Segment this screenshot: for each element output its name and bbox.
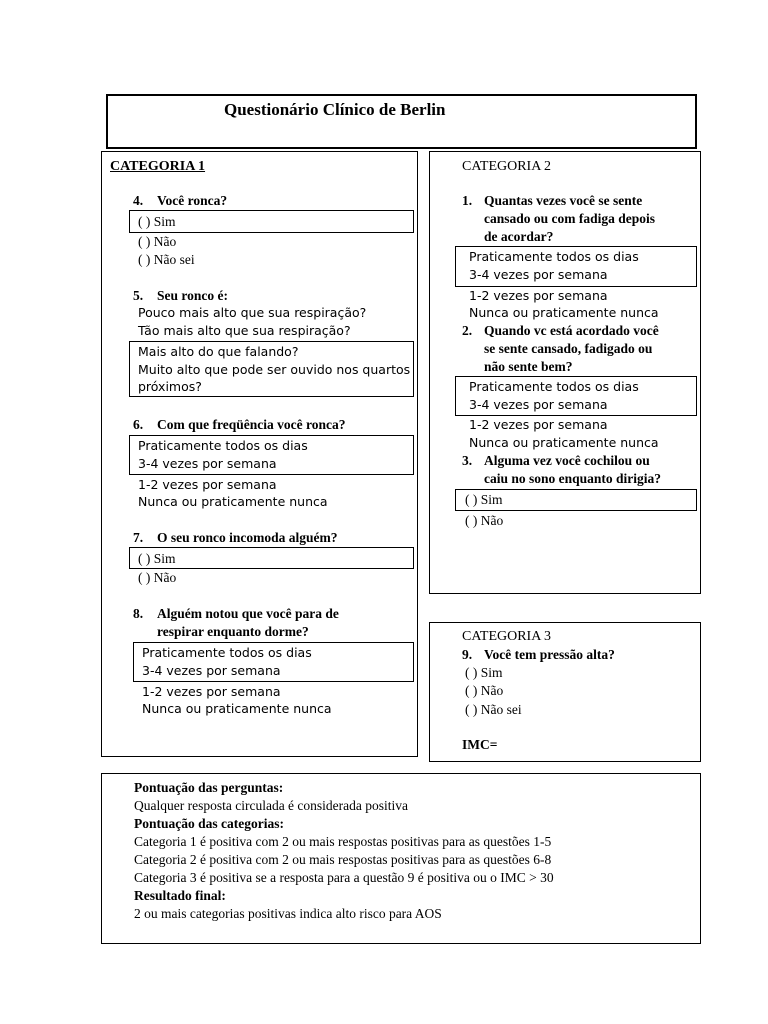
question-text: O seu ronco incomoda alguém? bbox=[157, 530, 338, 545]
option-nao[interactable]: ( ) Não bbox=[138, 570, 177, 585]
question-text: Você tem pressão alta? bbox=[484, 647, 615, 662]
option[interactable]: 1-2 vezes por semana bbox=[469, 288, 608, 303]
scoring-line: Qualquer resposta circulada é considerada positiva bbox=[134, 798, 409, 813]
option-sim[interactable]: ( ) Sim bbox=[138, 214, 176, 229]
option-nao-sei[interactable]: ( ) Não sei bbox=[138, 252, 195, 267]
option[interactable]: Muito alto que pode ser ouvido nos quartos bbox=[138, 362, 411, 377]
option[interactable]: 3-4 vezes por semana bbox=[142, 663, 281, 678]
scoring-line: Categoria 1 é positiva com 2 ou mais respostas positivas para as questões 1-5 bbox=[134, 834, 552, 849]
question-2-text: Quando vc está acordado você bbox=[484, 323, 659, 338]
scoring-heading-categories: Pontuação das categorias: bbox=[134, 816, 284, 831]
option[interactable]: Mais alto do que falando? bbox=[138, 344, 299, 359]
question-1-text: Quantas vezes você se sente bbox=[484, 193, 643, 208]
option[interactable]: 1-2 vezes por semana bbox=[138, 477, 277, 492]
option-nao[interactable]: ( ) Não bbox=[465, 513, 504, 528]
option[interactable]: Nunca ou praticamente nunca bbox=[469, 435, 659, 450]
scoring-line: Categoria 2 é positiva com 2 ou mais respostas positivas para as questões 6-8 bbox=[134, 852, 552, 867]
option[interactable]: Praticamente todos os dias bbox=[469, 249, 639, 264]
option-nao[interactable]: ( ) Não bbox=[138, 234, 177, 249]
option[interactable]: 3-4 vezes por semana bbox=[469, 397, 608, 412]
question-2-text: não sente bem? bbox=[484, 359, 573, 374]
category-1-heading: CATEGORIA 1 bbox=[110, 159, 206, 174]
question-text: Você ronca? bbox=[157, 193, 228, 208]
scoring-heading-questions: Pontuação das perguntas: bbox=[134, 780, 284, 795]
option[interactable]: 3-4 vezes por semana bbox=[138, 456, 277, 471]
question-3-text: Alguma vez você cochilou ou bbox=[484, 453, 650, 468]
question-number: 4. bbox=[133, 193, 144, 208]
question-number: 7. bbox=[133, 530, 144, 545]
question-text-continued: respirar enquanto dorme? bbox=[157, 624, 309, 639]
option[interactable]: Praticamente todos os dias bbox=[142, 645, 312, 660]
option-continued: próximos? bbox=[138, 379, 202, 394]
option[interactable]: Nunca ou praticamente nunca bbox=[469, 305, 659, 320]
question-1-text: cansado ou com fadiga depois bbox=[484, 211, 656, 226]
option[interactable]: 1-2 vezes por semana bbox=[469, 417, 608, 432]
option[interactable]: Nunca ou praticamente nunca bbox=[138, 494, 328, 509]
scoring-line: 2 ou mais categorias positivas indica alto risco para AOS bbox=[134, 906, 442, 921]
option-sim[interactable]: ( ) Sim bbox=[465, 665, 503, 680]
option-nao-sei[interactable]: ( ) Não sei bbox=[465, 702, 522, 717]
page-title: Questionário Clínico de Berlin bbox=[224, 100, 446, 119]
option-sim[interactable]: ( ) Sim bbox=[138, 551, 176, 566]
question-9 bbox=[462, 646, 615, 664]
category-3-heading: CATEGORIA 3 bbox=[462, 629, 552, 644]
question-6 bbox=[133, 416, 345, 434]
question-4 bbox=[133, 192, 227, 210]
category-2-heading: CATEGORIA 2 bbox=[462, 159, 552, 174]
option[interactable]: Praticamente todos os dias bbox=[469, 379, 639, 394]
question-2-text: se sente cansado, fadigado ou bbox=[484, 341, 653, 356]
question-7 bbox=[133, 529, 338, 547]
option[interactable]: Tão mais alto que sua respiração? bbox=[138, 323, 351, 338]
option-nao[interactable]: ( ) Não bbox=[465, 683, 504, 698]
question-1-number: 1. bbox=[462, 193, 473, 208]
scoring-line: Categoria 3 é positiva se a resposta para a questão 9 é positiva ou o IMC > 30 bbox=[134, 870, 554, 885]
question-number: 9. bbox=[462, 647, 473, 662]
question-text: Seu ronco é: bbox=[157, 288, 228, 303]
question-3-text: caiu no sono enquanto dirigia? bbox=[484, 471, 662, 486]
question-5 bbox=[133, 287, 228, 305]
option[interactable]: Pouco mais alto que sua respiração? bbox=[138, 305, 367, 320]
option[interactable]: 3-4 vezes por semana bbox=[469, 267, 608, 282]
question-1-text: de acordar? bbox=[484, 229, 554, 244]
option[interactable]: 1-2 vezes por semana bbox=[142, 684, 281, 699]
question-text: Alguém notou que você para de bbox=[157, 606, 339, 621]
option[interactable]: Nunca ou praticamente nunca bbox=[142, 701, 332, 716]
option[interactable]: Praticamente todos os dias bbox=[138, 438, 308, 453]
scoring-heading-result: Resultado final: bbox=[134, 888, 226, 903]
question-3-number: 3. bbox=[462, 453, 473, 468]
option-sim[interactable]: ( ) Sim bbox=[465, 492, 503, 507]
question-number: 8. bbox=[133, 606, 144, 621]
question-number: 5. bbox=[133, 288, 144, 303]
question-number: 6. bbox=[133, 417, 144, 432]
question-8 bbox=[133, 605, 339, 623]
imc-field[interactable]: IMC= bbox=[462, 737, 498, 752]
question-text: Com que freqüência você ronca? bbox=[157, 417, 346, 432]
question-2-number: 2. bbox=[462, 323, 473, 338]
